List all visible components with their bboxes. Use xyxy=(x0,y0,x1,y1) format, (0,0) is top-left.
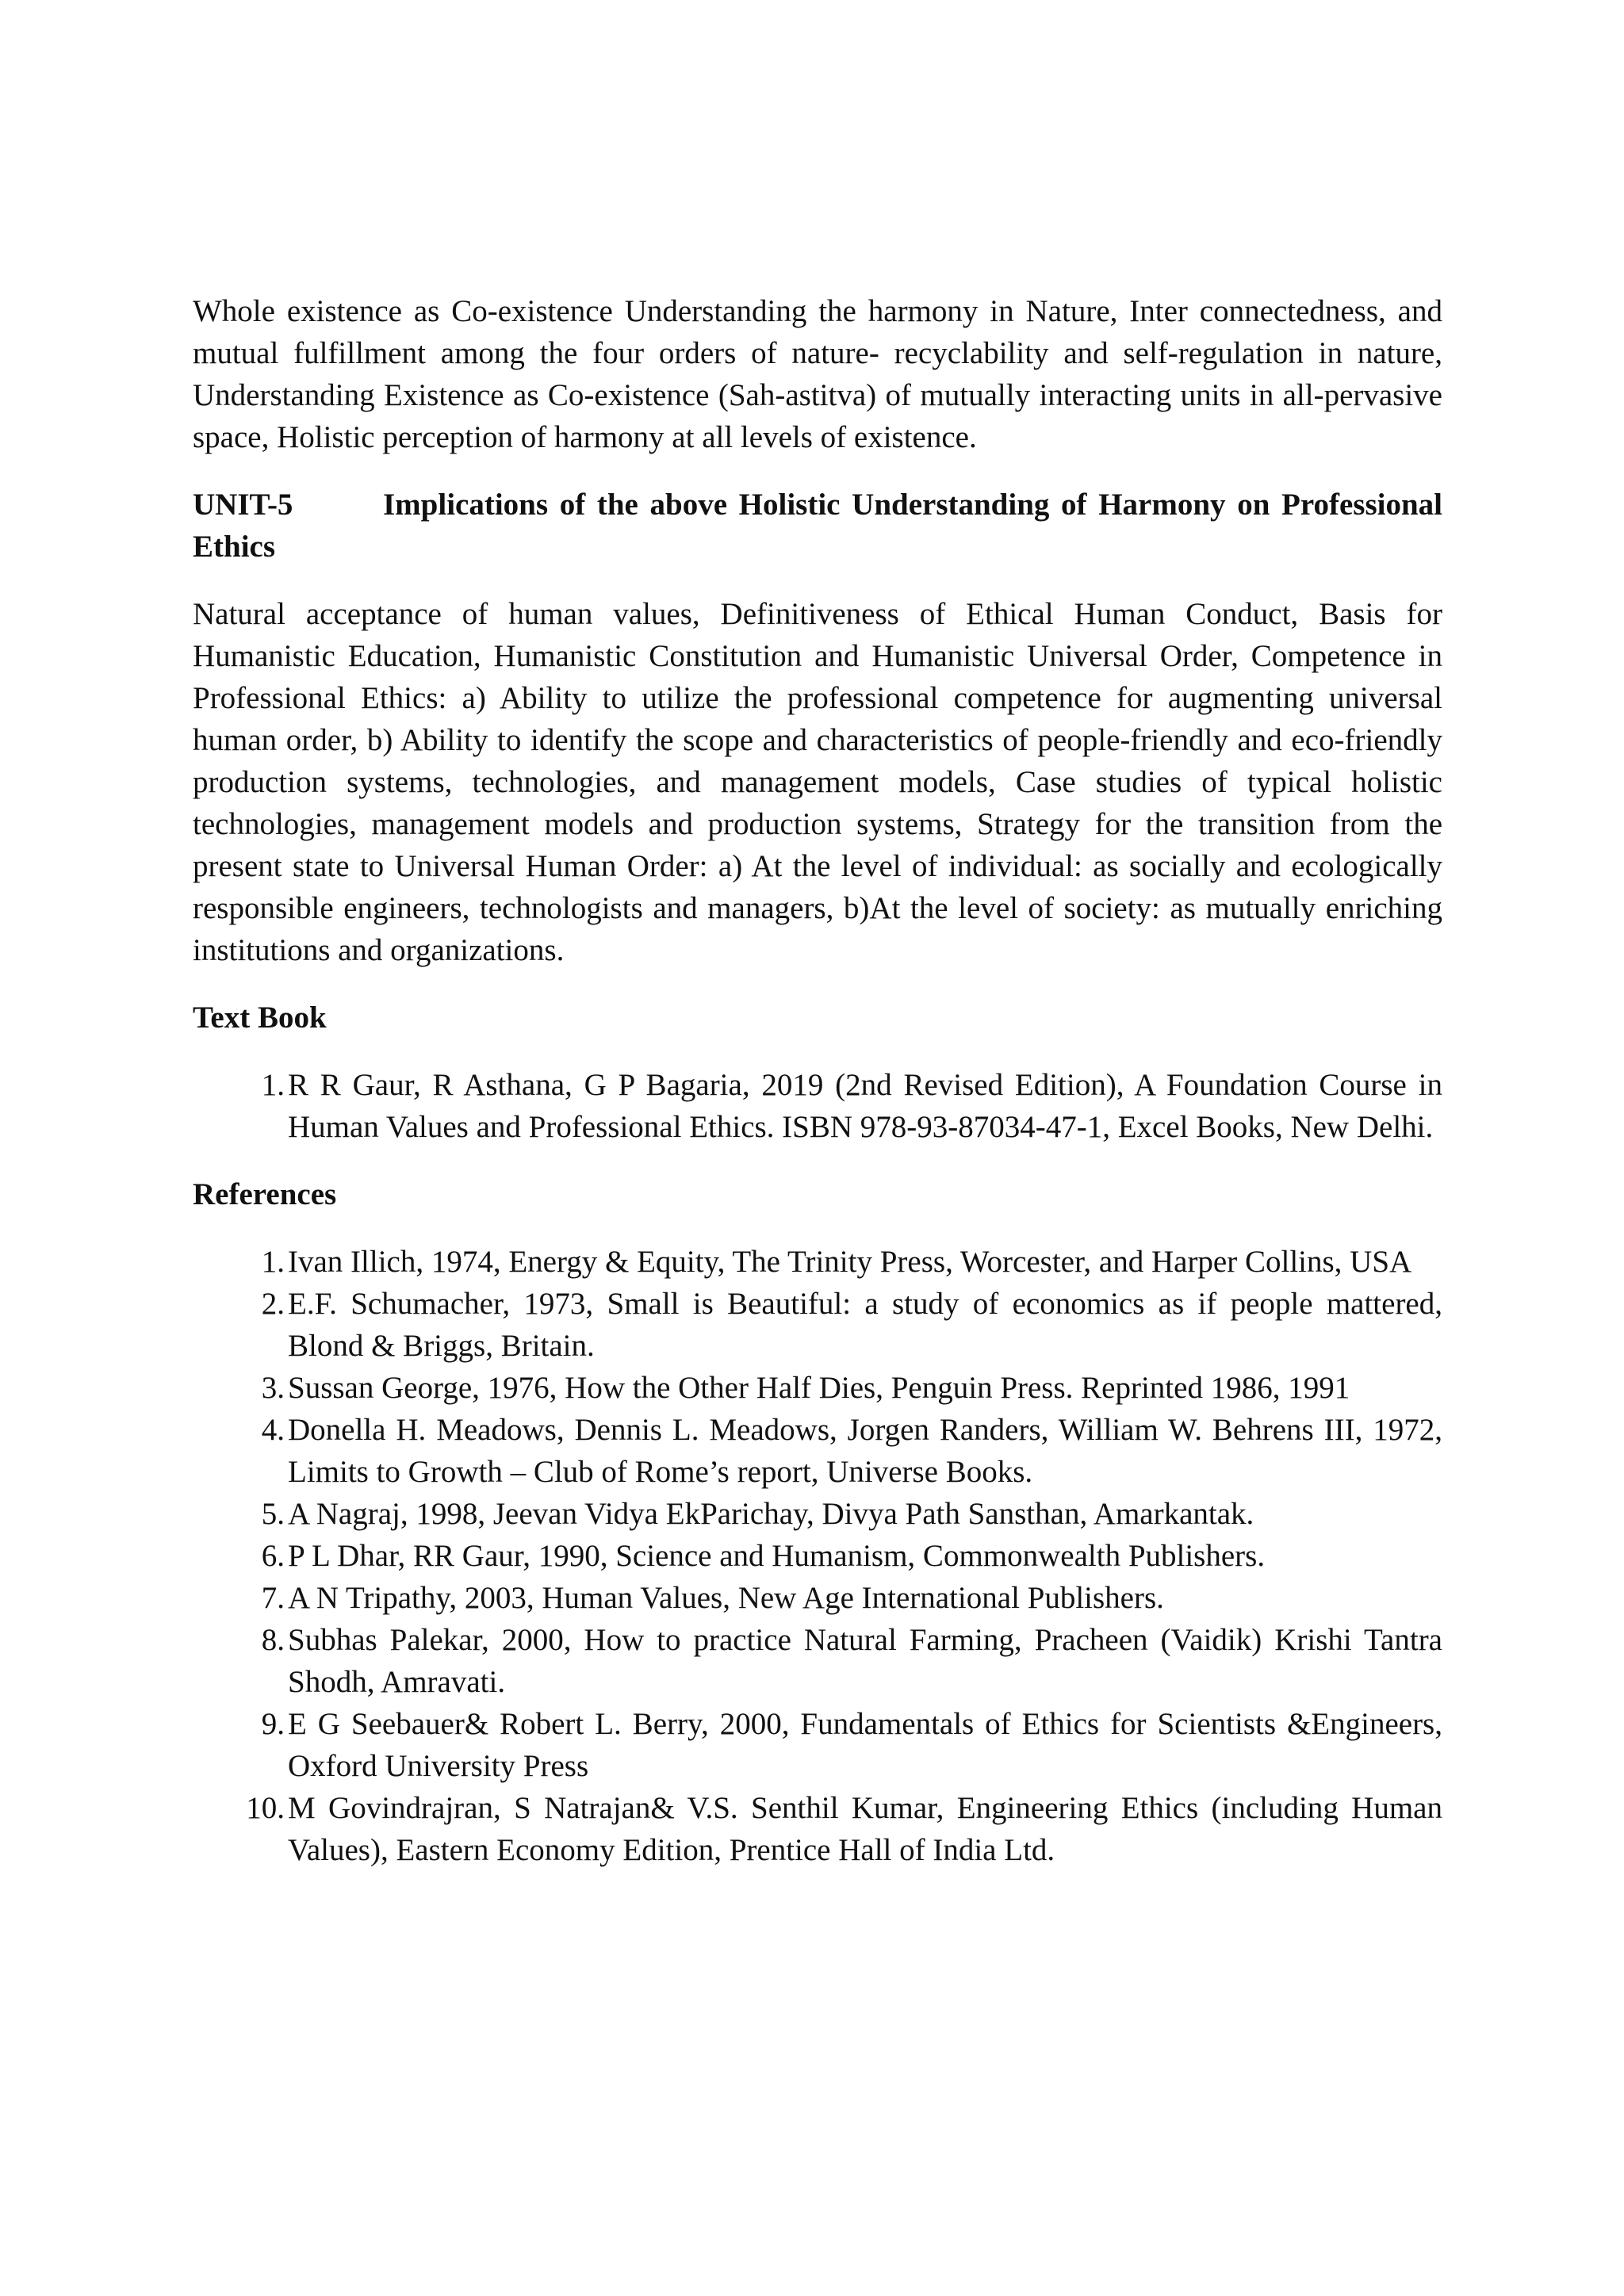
list-item-number: 1. xyxy=(261,1068,285,1102)
list-item-text: A Nagraj, 1998, Jeevan Vidya EkParichay, Divya Path Sansthan, Amarkantak. xyxy=(288,1497,1254,1531)
list-item-text: Sussan George, 1976, How the Other Half Dies, Penguin Press. Reprinted 1986, 1991 xyxy=(288,1371,1350,1405)
list-item xyxy=(193,1787,1442,1871)
list-item-number: 6. xyxy=(261,1539,285,1573)
list-item-number: 10. xyxy=(246,1791,285,1825)
list-item-text: A N Tripathy, 2003, Human Values, New Age International Publishers. xyxy=(288,1581,1164,1615)
list-item xyxy=(193,1577,1442,1619)
list-item-number: 5. xyxy=(261,1497,285,1531)
list-item-number: 3. xyxy=(261,1371,285,1405)
intro-paragraph: Whole existence as Co-existence Understanding the harmony in Nature, Inter connectedness, and mutual fulfillment among the four orders of nature- recyclability and self-regulation in nature, Understanding Existence as Co-existence (Sah-astitva) of mutually interacting units in all-pervasive space, Holistic perception of harmony at all levels of existence. xyxy=(193,294,1442,454)
list-item-number: 4. xyxy=(261,1413,285,1447)
references-heading: References xyxy=(193,1177,337,1211)
text-book-list xyxy=(193,1064,1442,1148)
list-item-number: 1. xyxy=(261,1245,285,1279)
references-list xyxy=(193,1241,1442,1871)
list-item-text: Subhas Palekar, 2000, How to practice Natural Farming, Pracheen (Vaidik) Krishi Tantra Shodh, Amravati. xyxy=(288,1623,1442,1699)
text-book-heading: Text Book xyxy=(193,1001,327,1035)
list-item xyxy=(193,1703,1442,1787)
list-item xyxy=(193,1493,1442,1535)
unit-5-title: Implications of the above Holistic Understanding of Harmony on Professional Ethics xyxy=(193,488,1442,564)
document-page xyxy=(193,290,1442,1871)
list-item-number: 8. xyxy=(261,1623,285,1657)
list-item-number: 9. xyxy=(261,1707,285,1741)
list-item-text: E.F. Schumacher, 1973, Small is Beautiful: a study of economics as if people mattered, Blond & Briggs, Britain. xyxy=(288,1287,1442,1363)
list-item-text: Ivan Illich, 1974, Energy & Equity, The Trinity Press, Worcester, and Harper Collins, USA xyxy=(288,1245,1412,1279)
list-item-text: M Govindrajran, S Natrajan& V.S. Senthil Kumar, Engineering Ethics (including Human Values), Eastern Economy Edition, Prentice Hall of India Ltd. xyxy=(288,1791,1442,1867)
unit-5-code: UNIT-5 xyxy=(193,488,293,522)
list-item xyxy=(193,1283,1442,1367)
list-item-text: E G Seebauer& Robert L. Berry, 2000, Fundamentals of Ethics for Scientists &Engineers, Oxford University Press xyxy=(288,1707,1442,1783)
list-item-number: 2. xyxy=(261,1287,285,1321)
list-item-text: P L Dhar, RR Gaur, 1990, Science and Humanism, Commonwealth Publishers. xyxy=(288,1539,1266,1573)
list-item xyxy=(193,1619,1442,1703)
unit-5-body: Natural acceptance of human values, Definitiveness of Ethical Human Conduct, Basis for Humanistic Education, Humanistic Constitution and Humanistic Universal Order, Competence in Professional Ethics: a) Ability to utilize the professional competence for augmenting universal human order, b) Ability to identify the scope and characteristics of people-friendly and eco-friendly production systems, technologies, and management models, Case studies of typical holistic technologies, management models and production systems, Strategy for the transition from the present state to Universal Human Order: a) At the level of individual: as socially and ecologically responsible engineers, technologists and managers, b)At the level of society: as mutually enriching institutions and organizations. xyxy=(193,597,1442,967)
list-item xyxy=(193,1535,1442,1577)
list-item-text: R R Gaur, R Asthana, G P Bagaria, 2019 (2nd Revised Edition), A Foundation Course in Human Values and Professional Ethics. ISBN 978-93-87034-47-1, Excel Books, New Delhi. xyxy=(288,1068,1442,1144)
list-item xyxy=(193,1241,1442,1283)
list-item xyxy=(193,1409,1442,1493)
list-item xyxy=(193,1367,1442,1409)
list-item-text: Donella H. Meadows, Dennis L. Meadows, Jorgen Randers, William W. Behrens III, 1972, Limits to Growth – Club of Rome’s report, Universe Books. xyxy=(288,1413,1442,1489)
list-item-number: 7. xyxy=(261,1581,285,1615)
list-item xyxy=(193,1064,1442,1148)
unit-5-heading xyxy=(193,484,1442,568)
